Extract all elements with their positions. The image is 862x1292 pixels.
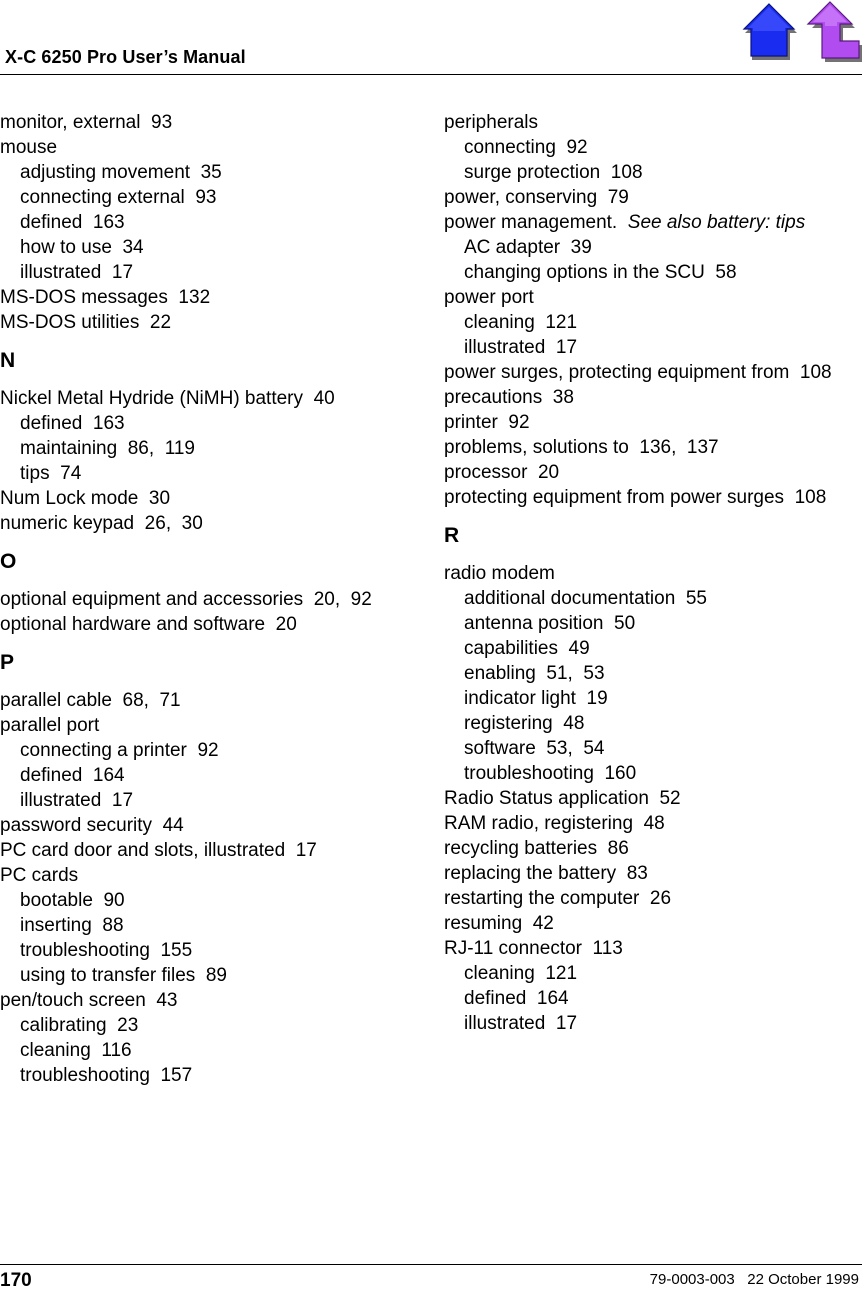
index-entry: RJ-11 connector 113 (444, 938, 623, 959)
up-arrow-icon (801, 0, 862, 62)
index-entry: numeric keypad 26, 30 (0, 513, 203, 534)
index-entry: optional hardware and software 20 (0, 614, 297, 635)
index-letter-heading: P (0, 651, 15, 674)
index-subentry: defined 164 (464, 988, 569, 1009)
index-entry: power, conserving 79 (444, 187, 629, 208)
index-subentry: antenna position 50 (464, 613, 636, 634)
index-letter-heading: R (444, 524, 460, 547)
index-subentry: bootable 90 (20, 890, 125, 911)
index-subentry: adjusting movement 35 (20, 162, 222, 183)
index-subentry: software 53, 54 (464, 738, 605, 759)
index-entry: processor 20 (444, 462, 560, 483)
index-entry: restarting the computer 26 (444, 888, 672, 909)
up-button[interactable] (801, 0, 862, 62)
index-entry: PC card door and slots, illustrated 17 (0, 840, 317, 861)
index-subentry: using to transfer files 89 (20, 965, 227, 986)
index-subentry: connecting external 93 (20, 187, 217, 208)
index-entry: problems, solutions to 136, 137 (444, 437, 719, 458)
index-subentry: defined 163 (20, 212, 125, 233)
index-entry: parallel port (0, 715, 100, 736)
index-subentry: additional documentation 55 (464, 588, 707, 609)
home-icon (740, 1, 798, 61)
index-subentry: illustrated 17 (464, 1013, 578, 1034)
index-entry-text: power management. (444, 212, 628, 233)
index-entry: Nickel Metal Hydride (NiMH) battery 40 (0, 388, 335, 409)
index-subentry: enabling 51, 53 (464, 663, 605, 684)
index-subentry: registering 48 (464, 713, 585, 734)
page-number: 170 (0, 1270, 32, 1291)
index-subentry: cleaning 116 (20, 1040, 132, 1061)
index-subentry: illustrated 17 (20, 790, 134, 811)
page-header (0, 0, 862, 76)
index-subentry: cleaning 121 (464, 312, 578, 333)
index-subentry: illustrated 17 (20, 262, 134, 283)
index-entry: MS-DOS messages 132 (0, 287, 211, 308)
index-subentry: cleaning 121 (464, 963, 578, 984)
index-entry: peripherals (444, 112, 538, 133)
index-entry: pen/touch screen 43 (0, 990, 178, 1011)
index-subentry: inserting 88 (20, 915, 124, 936)
index-subentry: troubleshooting 155 (20, 940, 193, 961)
index-entry: protecting equipment from power surges 108 (444, 487, 827, 508)
index-subentry: illustrated 17 (464, 337, 578, 358)
index-entry: precautions 38 (444, 387, 574, 408)
index-subentry: AC adapter 39 (464, 237, 592, 258)
index-column-right (444, 110, 862, 1036)
index-entry: Num Lock mode 30 (0, 488, 171, 509)
index-subentry: maintaining 86, 119 (20, 438, 195, 459)
index-entry: monitor, external 93 (0, 112, 173, 133)
index-subentry: calibrating 23 (20, 1015, 139, 1036)
index-column-left (0, 110, 420, 1088)
index-entry: printer 92 (444, 412, 530, 433)
index-subentry: surge protection 108 (464, 162, 643, 183)
index-subentry: defined 164 (20, 765, 125, 786)
index-entry: recycling batteries 86 (444, 838, 629, 859)
index-entry (444, 210, 862, 235)
index-entry: RAM radio, registering 48 (444, 813, 665, 834)
index-entry: mouse (0, 137, 58, 158)
home-button[interactable] (740, 1, 798, 61)
index-letter-heading: O (0, 550, 17, 573)
index-entry: PC cards (0, 865, 79, 886)
index-letter-heading: N (0, 349, 16, 372)
index-entry: MS-DOS utilities 22 (0, 312, 172, 333)
see-also-reference: See also battery: tips (627, 212, 806, 233)
index-subentry: changing options in the SCU 58 (464, 262, 737, 283)
manual-title: X-C 6250 Pro User’s Manual (5, 47, 246, 67)
index-subentry: how to use 34 (20, 237, 144, 258)
header-divider (0, 74, 862, 75)
index-subentry: troubleshooting 160 (464, 763, 637, 784)
index-subentry: capabilities 49 (464, 638, 590, 659)
index-entry: resuming 42 (444, 913, 554, 934)
index-entry: replacing the battery 83 (444, 863, 648, 884)
footer-divider (0, 1264, 862, 1265)
index-entry: radio modem (444, 563, 555, 584)
document-info: 79-0003-003 22 October 1999 (649, 1271, 859, 1288)
index-subentry: connecting a printer 92 (20, 740, 219, 761)
index-subentry: indicator light 19 (464, 688, 608, 709)
index-entry: Radio Status application 52 (444, 788, 681, 809)
index-subentry: troubleshooting 157 (20, 1065, 193, 1086)
index-entry: parallel cable 68, 71 (0, 690, 181, 711)
index-subentry: tips 74 (20, 463, 82, 484)
index-subentry: connecting 92 (464, 137, 588, 158)
index-entry: optional equipment and accessories 20, 92 (0, 589, 372, 610)
index-entry: password security 44 (0, 815, 184, 836)
index-entry: power surges, protecting equipment from 108 (444, 362, 832, 383)
index-entry: power port (444, 287, 534, 308)
index-subentry: defined 163 (20, 413, 125, 434)
